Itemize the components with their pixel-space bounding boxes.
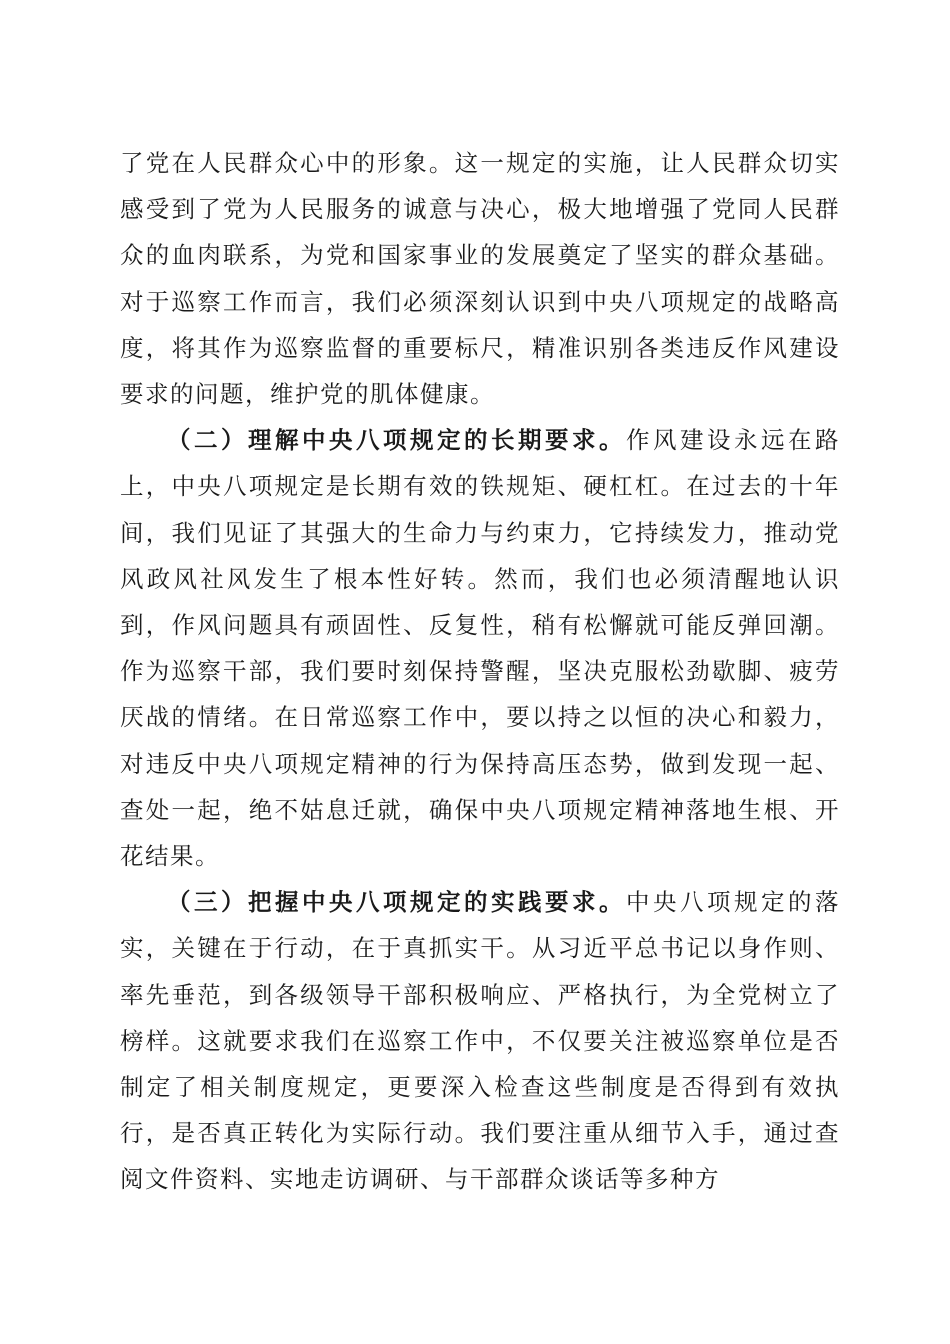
section-2-heading: （二）理解中央八项规定的长期要求。 <box>167 426 626 455</box>
section-3-body: 中央八项规定的落实，关键在于行动，在于真抓实干。从习近平总书记以身作则、率先垂范，到各级领导干部积极响应、严格执行，为全党树立了榜样。这就要求我们在巡察工作中，不仅要关注被巡察单位是否制定了相关制度规定，更要深入检查这些制度是否得到有效执行，是否真正转化为实际行动。我们要注重从细节入手，通过查阅文件资料、实地走访调研、与干部群众谈话等多种方 <box>120 888 840 1194</box>
paragraph-continuation <box>120 140 840 417</box>
document-body <box>120 140 840 1203</box>
paragraph-section-3 <box>120 879 840 1202</box>
section-2-body: 作风建设永远在路上，中央八项规定是长期有效的铁规矩、硬杠杠。在过去的十年间，我们见证了其强大的生命力与约束力，它持续发力，推动党风政风社风发生了根本性好转。然而，我们也必须清醒地认识到，作风问题具有顽固性、反复性，稍有松懈就可能反弹回潮。作为巡察干部，我们要时刻保持警醒，坚决克服松劲歇脚、疲劳厌战的情绪。在日常巡察工作中，要以持之以恒的决心和毅力，对违反中央八项规定精神的行为保持高压态势，做到发现一起、查处一起，绝不姑息迁就，确保中央八项规定精神落地生根、开花结果。 <box>120 426 840 871</box>
paragraph-1-body: 了党在人民群众心中的形象。这一规定的实施，让人民群众切实感受到了党为人民服务的诚意与决心，极大地增强了党同人民群众的血肉联系，为党和国家事业的发展奠定了坚实的群众基础。对于巡察工作而言，我们必须深刻认识到中央八项规定的战略高度，将其作为巡察监督的重要标尺，精准识别各类违反作风建设要求的问题，维护党的肌体健康。 <box>120 149 840 409</box>
section-3-heading: （三）把握中央八项规定的实践要求。 <box>167 888 626 917</box>
paragraph-section-2 <box>120 417 840 879</box>
